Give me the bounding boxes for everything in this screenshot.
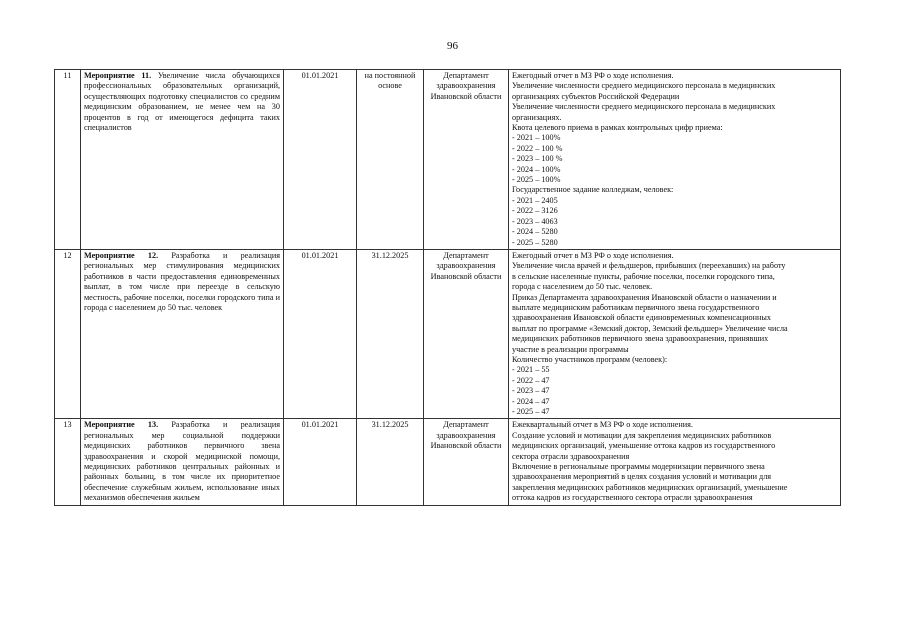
indicator-line: - 2022 – 3126 [512, 206, 558, 216]
responsible-department: Департамент здравоохранения Ивановской области [424, 70, 509, 250]
indicator-line: - 2022 – 100 % [512, 143, 563, 153]
indicator-line: - 2022 – 47 [512, 375, 550, 385]
indicator-line: - 2023 – 47 [512, 386, 550, 396]
indicator-line: - 2023 – 100 % [512, 154, 563, 164]
measures-table [54, 69, 841, 506]
table-row [55, 70, 841, 250]
indicator-line: Количество участников программ (человек): [512, 354, 668, 364]
indicator-line: - 2023 – 4063 [512, 216, 558, 226]
indicator-line: Ежеквартальный отчет в МЗ РФ о ходе исполнения. [512, 420, 693, 430]
measure-text: Разработка и реализация региональных мер стимулирования медицинских работников в части предоставления единовременных выплат, в том числе при переезде в сельскую местность, рабочие поселки, поселки городского типа и города с населением до 50 тыс. человек [84, 250, 280, 312]
row-number: 13 [55, 419, 81, 505]
row-number: 11 [55, 70, 81, 250]
indicator-line: выплате медицинским работникам первичного звена государственного [512, 302, 760, 312]
indicator-line: здравоохранения мероприятий в целях создания условий и мотивации для [512, 472, 772, 482]
indicator-line: закрепления медицинских работников медицинских организаций, уменьшение [512, 482, 788, 492]
indicator-line: Создание условий и мотивации для закрепления медицинских работников [512, 430, 772, 440]
indicator-line: организациях. [512, 112, 562, 122]
table-row [55, 419, 841, 505]
indicator-line: - 2025 – 100% [512, 175, 561, 185]
indicator-line: города с населением до 50 тыс. человек. [512, 282, 653, 292]
measure-description [81, 70, 284, 250]
indicators [509, 70, 841, 250]
indicator-line: участие в реализации программы [512, 344, 629, 354]
indicator-line: - 2021 – 100% [512, 133, 561, 143]
indicators [509, 419, 841, 505]
measure-title: Мероприятие 11. [84, 71, 152, 80]
indicator-line: - 2024 – 100% [512, 164, 561, 174]
indicator-line: Включение в региональные программы модернизации первичного звена [512, 462, 765, 472]
measure-text: Увеличение числа обучающихся профессиональных образовательных организаций, осуществляющих подготовку специалистов со средним медицинским образованием, не менее чем на 30 процентов в год от имеющегося дефицита таких специалистов [84, 71, 280, 133]
table-row [55, 249, 841, 419]
measure-title: Мероприятие 12. [84, 250, 159, 260]
indicator-line: Государственное задание колледжам, человек: [512, 185, 674, 195]
indicator-line: Ежегодный отчет в МЗ РФ о ходе исполнения. [512, 71, 674, 80]
indicator-line: Квота целевого приема в рамках контрольных цифр приема: [512, 123, 723, 133]
start-date: 01.01.2021 [284, 249, 357, 419]
indicator-line: сектора отрасли здравоохранения [512, 451, 630, 461]
start-date: 01.01.2021 [284, 70, 357, 250]
indicator-line: - 2021 – 2405 [512, 195, 558, 205]
indicator-line: Увеличение численности среднего медицинского персонала в медицинских [512, 81, 776, 91]
indicator-line: медицинских работников первичного звена здравоохранения, принявших [512, 334, 769, 344]
indicator-line: - 2024 – 47 [512, 396, 550, 406]
indicator-line: Увеличение численности среднего медицинского персонала в медицинских [512, 102, 776, 112]
end-date: 31.12.2025 [357, 249, 424, 419]
indicator-line: - 2025 – 5280 [512, 237, 558, 247]
start-date: 01.01.2021 [284, 419, 357, 505]
row-number: 12 [55, 249, 81, 419]
responsible-department: Департамент здравоохранения Ивановской области [424, 249, 509, 419]
end-date: на постоянной основе [357, 70, 424, 250]
measure-description [81, 249, 284, 419]
end-date: 31.12.2025 [357, 419, 424, 505]
indicator-line: организациях субъектов Российской Федерации [512, 91, 680, 101]
indicator-line: здравоохранения Ивановской области единовременных компенсационных [512, 313, 771, 323]
indicator-line: Приказ Департамента здравоохранения Ивановской области о назначении и [512, 292, 777, 302]
indicator-line: Увеличение числа врачей и фельдшеров, прибывших (переехавших) на работу [512, 261, 786, 271]
measure-text: Разработка и реализация региональных мер социальной поддержки медицинских работников первичного звена здравоохранения и скорой медицинской помощи, медицинских работников центральных районных и районных больниц, в том числе их приоритетное обеспечение служебным жильем, использование иных механизмов обеспечения жильем [84, 420, 280, 503]
indicator-line: выплат по программе «Земский доктор, Земский фельдшер» Увеличение числа [512, 323, 788, 333]
indicator-line: в сельские населенные пункты, рабочие поселки, поселки городского типа, [512, 271, 775, 281]
indicator-line: - 2025 – 47 [512, 407, 550, 416]
indicator-line: - 2021 – 55 [512, 365, 550, 375]
indicator-line: оттока кадров из государственного сектора отрасли здравоохранения [512, 493, 753, 503]
indicator-line: Ежегодный отчет в МЗ РФ о ходе исполнения. [512, 250, 674, 260]
measure-description [81, 419, 284, 505]
indicator-line: - 2024 – 5280 [512, 227, 558, 237]
measure-title: Мероприятие 13. [84, 420, 159, 430]
indicators [509, 249, 841, 419]
responsible-department: Департамент здравоохранения Ивановской области [424, 419, 509, 505]
indicator-line: медицинских организаций, уменьшение оттока кадров из государственного [512, 441, 776, 451]
page-number: 96 [447, 40, 458, 52]
